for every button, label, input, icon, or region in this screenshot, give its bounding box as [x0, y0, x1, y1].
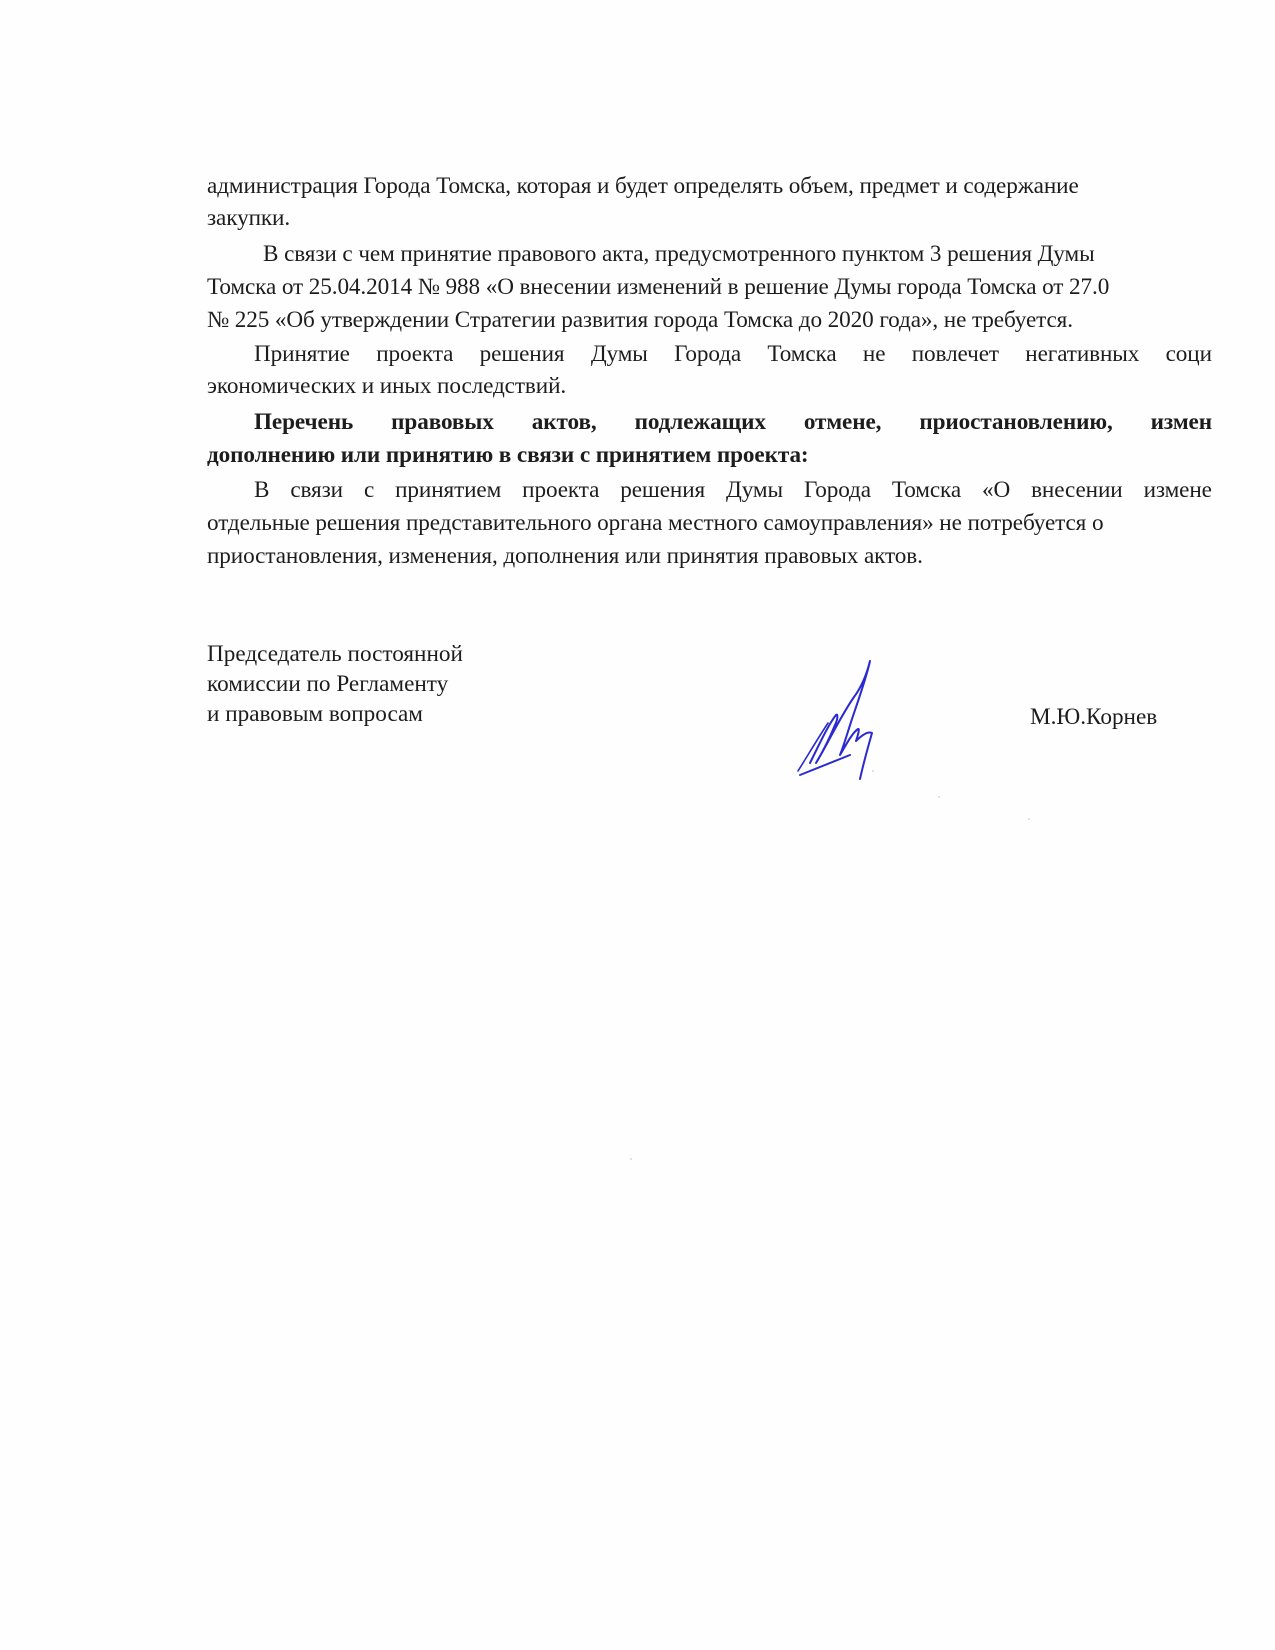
- word: измен: [1150, 409, 1212, 435]
- word: «О: [981, 477, 1011, 503]
- word: негативных: [1025, 341, 1140, 367]
- word: измене: [1143, 477, 1212, 503]
- paragraph-2-line-3: № 225 «Об утверждении Стратегии развития города Томска до 2020 года», не требуется.: [207, 307, 1073, 333]
- word: Томска: [891, 477, 962, 503]
- scan-speck: [938, 796, 940, 798]
- scan-speck: [1028, 818, 1030, 820]
- word: Города: [674, 341, 742, 367]
- signatory-position-line-1: Председатель постоянной: [207, 641, 463, 667]
- word: правовых: [391, 409, 494, 435]
- paragraph-2-line-2: Томска от 25.04.2014 № 988 «О внесении изменений в решение Думы города Томска от 27.0: [207, 274, 1110, 300]
- heading-line-2: дополнению или принятию в связи с принятием проекта:: [207, 442, 809, 468]
- paragraph-4-line-2: отдельные решения представительного органа местного самоуправления» не потребуется о: [207, 510, 1104, 536]
- word: проекта: [376, 341, 454, 367]
- signatory-name: М.Ю.Корнев: [1030, 704, 1158, 730]
- word: Перечень: [254, 409, 354, 435]
- word: внесении: [1031, 477, 1123, 503]
- paragraph-2-line-1: В связи с чем принятие правового акта, предусмотренного пунктом 3 решения Думы: [263, 241, 1095, 267]
- signatory-position-line-2: комиссии по Регламенту: [207, 671, 449, 697]
- scan-speck: [872, 770, 874, 772]
- word: решения: [620, 477, 706, 503]
- paragraph-4-line-1: [254, 476, 1212, 504]
- word: проекта: [522, 477, 600, 503]
- word: с: [363, 477, 375, 503]
- word: отмене,: [803, 409, 882, 435]
- handwritten-signature: [780, 655, 920, 795]
- word: соци: [1165, 341, 1212, 367]
- word: В: [254, 477, 270, 503]
- word: Томска: [767, 341, 837, 367]
- scan-speck: [630, 1158, 632, 1160]
- paragraph-4-line-3: приостановления, изменения, дополнения или принятия правовых актов.: [207, 543, 923, 569]
- word: приостановлению,: [919, 409, 1113, 435]
- word: решения: [479, 341, 565, 367]
- word: Думы: [590, 341, 648, 367]
- signature-stroke-secondary: [798, 723, 828, 771]
- paragraph-3-line-1: [254, 340, 1212, 368]
- word: актов,: [531, 409, 597, 435]
- word: не: [862, 341, 886, 367]
- paragraph-3-line-2: экономических и иных последствий.: [207, 373, 567, 399]
- word: повлечет: [911, 341, 999, 367]
- paragraph-1-line-1: администрация Города Томска, которая и будет определять объем, предмет и содержание: [207, 173, 1079, 199]
- word: Города: [803, 477, 871, 503]
- word: подлежащих: [634, 409, 766, 435]
- signatory-position: [207, 639, 463, 729]
- paragraph-1-line-2: закупки.: [207, 205, 291, 231]
- heading-line-1: [254, 408, 1212, 436]
- word: Принятие: [254, 341, 350, 367]
- signature-stroke: [800, 661, 872, 779]
- word: принятием: [395, 477, 502, 503]
- word: Думы: [726, 477, 783, 503]
- word: связи: [290, 477, 343, 503]
- signatory-position-line-3: и правовым вопросам: [207, 701, 423, 727]
